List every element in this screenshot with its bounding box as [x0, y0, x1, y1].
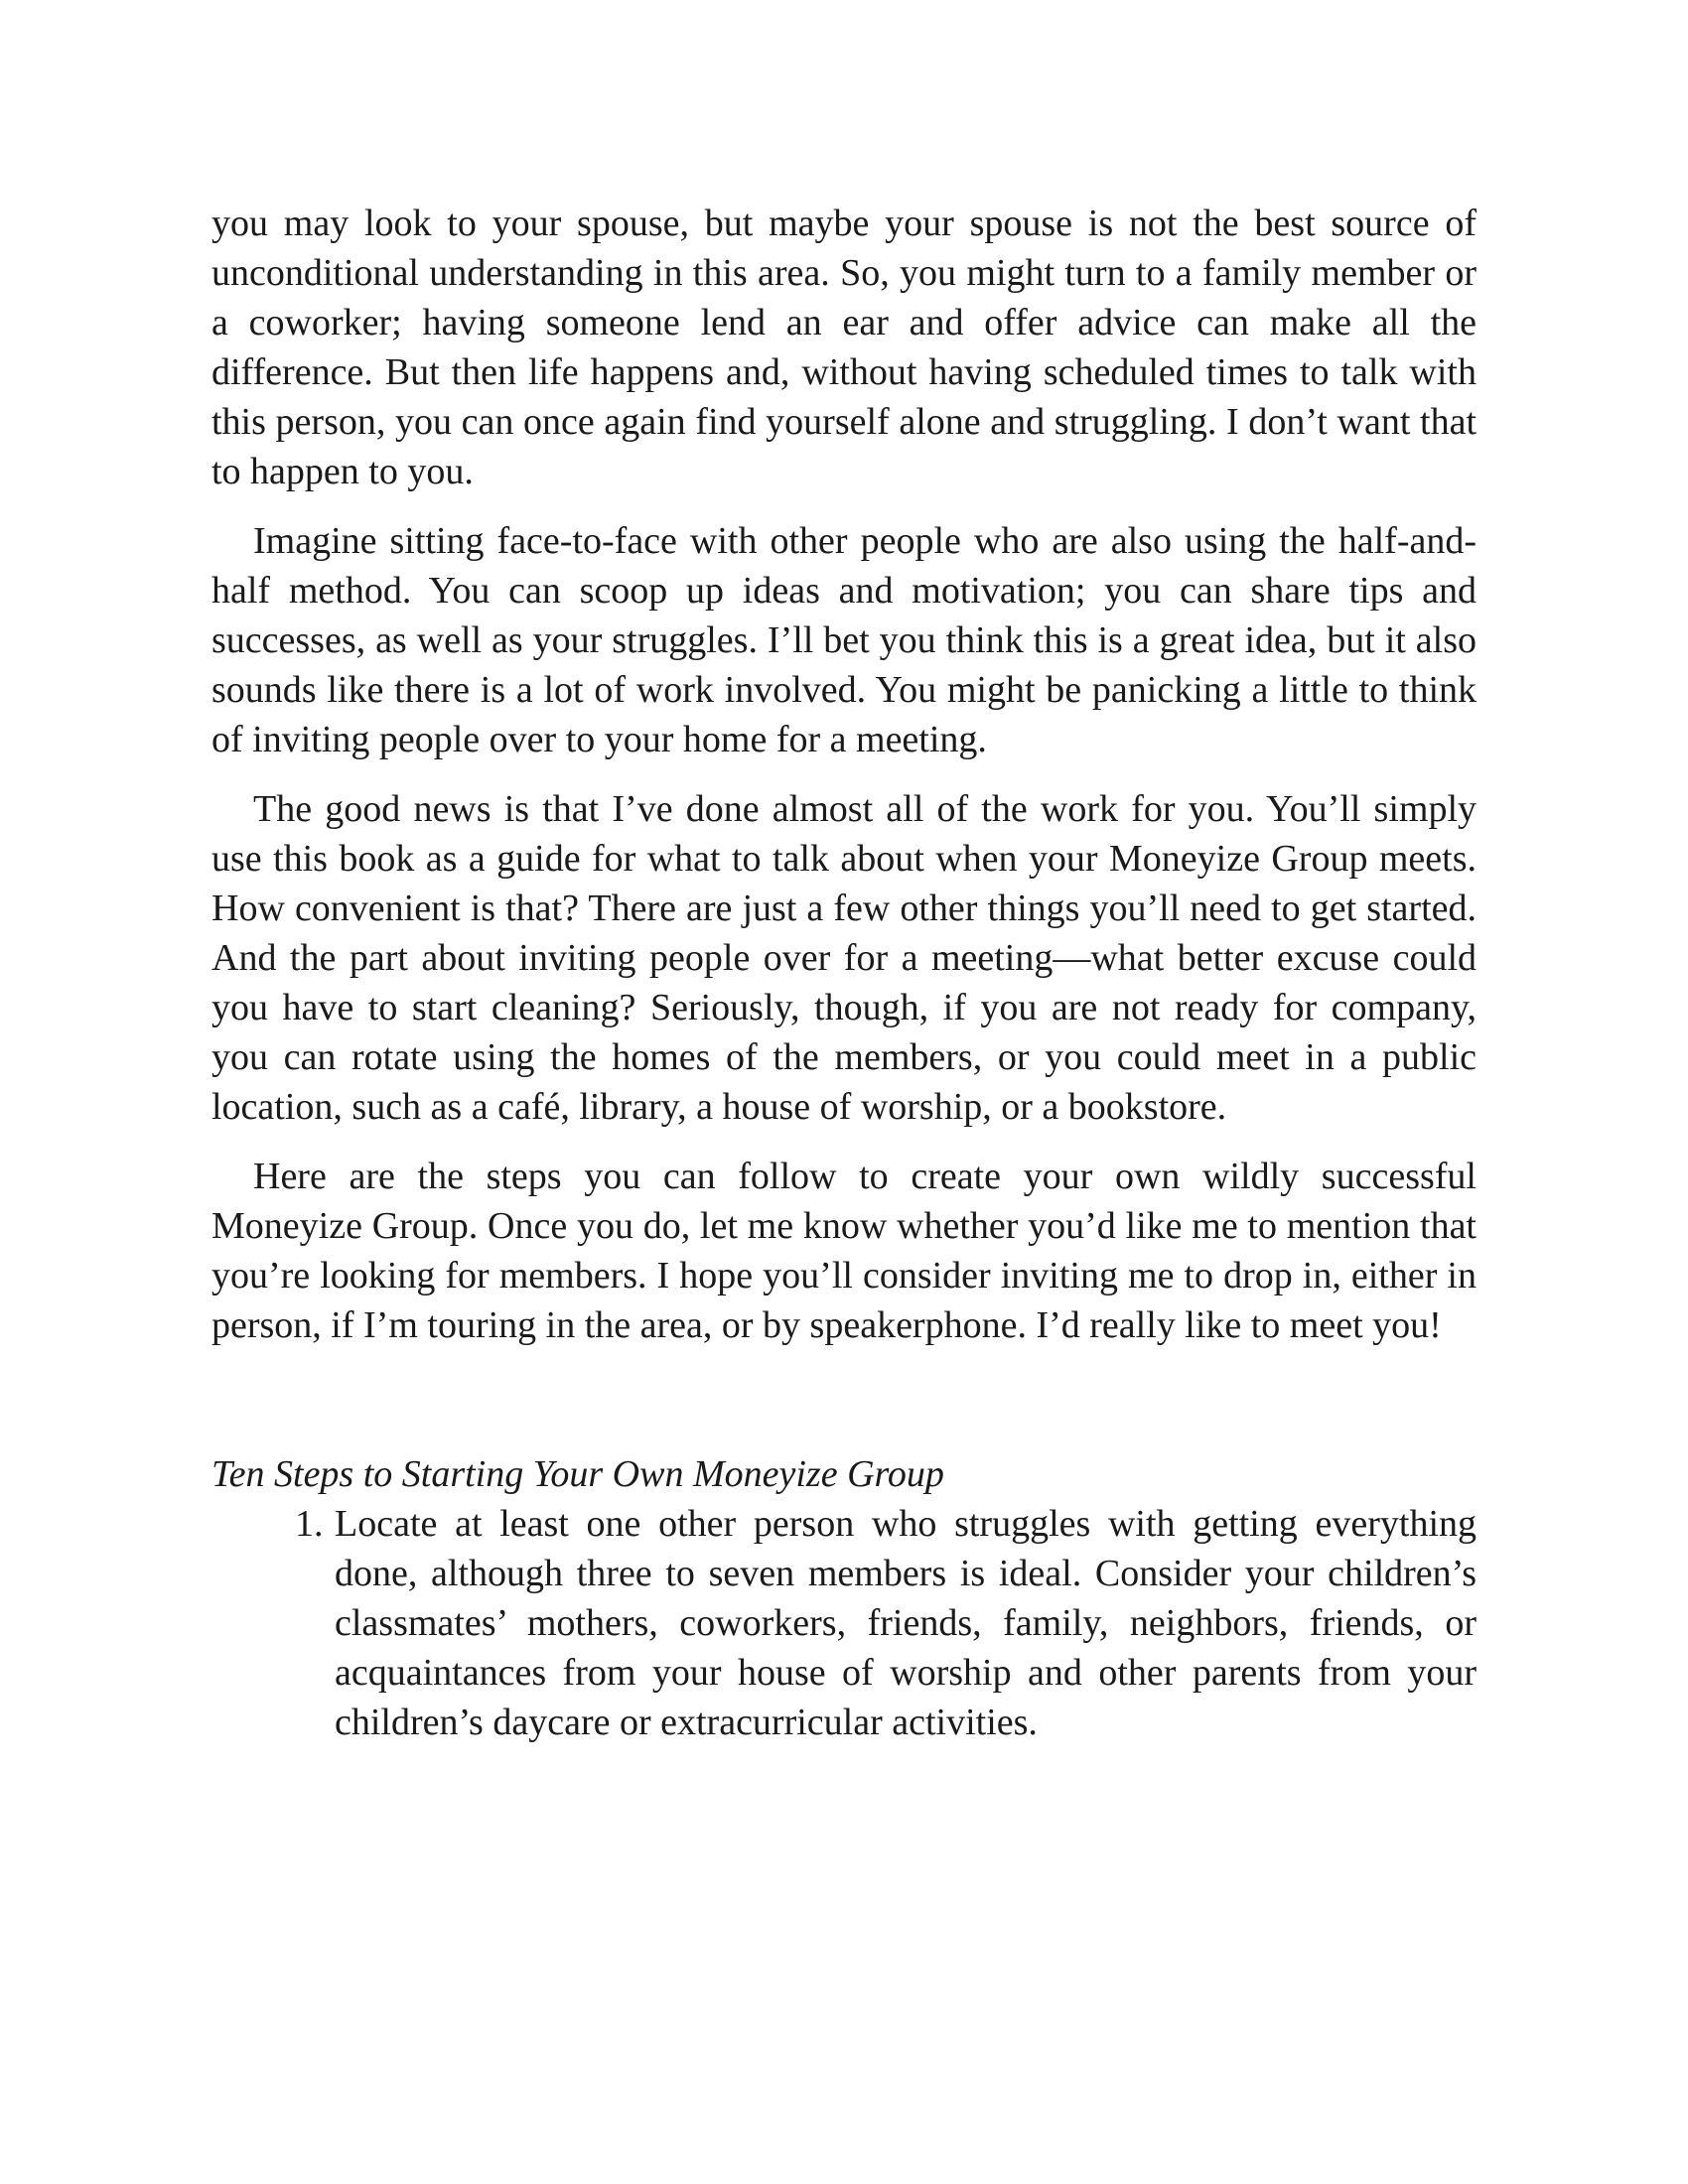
section-heading: Ten Steps to Starting Your Own Moneyize Group	[211, 1453, 944, 1495]
body-paragraph-2: Imagine sitting face-to-face with other people who are also using the half-and-half method. You can scoop up ideas and motivation; you can share tips and successes, as well as your struggles. I’ll bet you think this is a great idea, but it also sounds like there is a lot of work involved. You might be panicking a little to think of inviting people over to your home for a meeting.	[211, 520, 1477, 760]
body-paragraph-3: The good news is that I’ve done almost all of the work for you. You’ll simply use this book as a guide for what to talk about when your Moneyize Group meets. How convenient is that? There are just a few other things you’ll need to get started. And the part about inviting people over for a meeting—what better excuse could you have to start cleaning? Seriously, though, if you are not ready for company, you can rotate using the homes of the members, or you could meet in a public location, such as a café, library, a house of worship, or a bookstore.	[211, 788, 1477, 1128]
step-text: Locate at least one other person who struggles with getting everything done, although three to seven members is ideal. Consider your children’s classmates’ mothers, coworkers, friends, family, neighbors, friends, or acquaintances from your house of worship and other parents from your children’s daycare or extracurricular activities.	[335, 1503, 1477, 1743]
step-number: 1.	[295, 1503, 324, 1545]
step-item	[211, 1499, 1477, 1747]
steps-list	[211, 1499, 1477, 1747]
book-page	[211, 199, 1477, 1747]
body-paragraph-1: you may look to your spouse, but maybe your spouse is not the best source of unconditional understanding in this area. So, you might turn to a family member or a coworker; having someone lend an ear and offer advice can make all the difference. But then life happens and, without having scheduled times to talk with this person, you can once again find yourself alone and struggling. I don’t want that to happen to you.	[211, 203, 1477, 492]
body-paragraph-4: Here are the steps you can follow to create your own wildly successful Moneyize Group. Once you do, let me know whether you’d like me to mention that you’re looking for members. I hope you’ll consider inviting me to drop in, either in person, if I’m touring in the area, or by speakerphone. I’d really like to meet you!	[211, 1156, 1477, 1346]
